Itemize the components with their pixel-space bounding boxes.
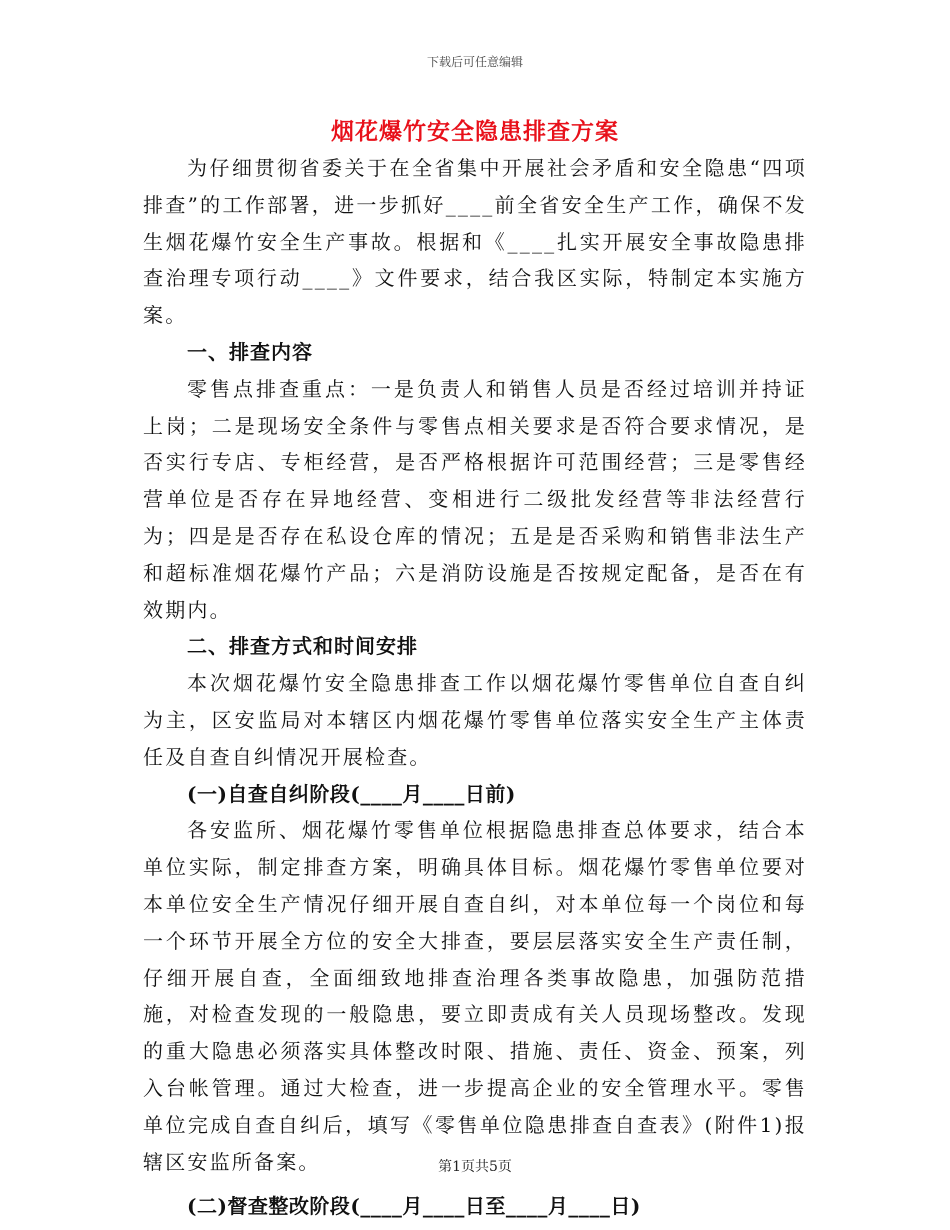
- section-2-paragraph: 本次烟花爆竹安全隐患排查工作以烟花爆竹零售单位自查自纠为主，区安监局对本辖区内烟花爆竹零售单位落实安全生产主体责任及自查自纠情况开展检查。: [143, 671, 807, 769]
- section-1-heading: 一、排查内容: [187, 339, 313, 364]
- header-note: 下载后可任意编辑: [426, 55, 523, 69]
- section-1-paragraph: 零售点排查重点：一是负责人和销售人员是否经过培训并持证上岗；二是现场安全条件与零售点相关要求是否符合要求情况，是否实行专店、专柜经营，是否严格根据许可范围经营；三是零售经营单位是否存在异地经营、变相进行二级批发经营等非法经营行为；四是是否存在私设仓库的情况；五是是否采购和销售非法生产和超标准烟花爆竹产品；六是消防设施是否按规定配备，是否在有效期内。: [143, 376, 807, 622]
- section-2-heading: 二、排查方式和时间安排: [187, 634, 418, 659]
- intro-paragraph: 为仔细贯彻省委关于在全省集中开展社会矛盾和安全隐患“四项排查”的工作部署，进一步抓好____前全省安全生产工作，确保不发生烟花爆竹安全生产事故。根据和《____扎实开展安全事故隐患排查治理专项行动____》文件要求，结合我区实际，特制定本实施方案。: [143, 156, 807, 328]
- document-body: [143, 150, 807, 1225]
- document-title: 烟花爆竹安全隐患排查方案: [331, 118, 619, 145]
- stage-2-heading: (二)督查整改阶段(____月____日至____月____日): [187, 1194, 641, 1219]
- stage-1-paragraph: 各安监所、烟花爆竹零售单位根据隐患排查总体要求，结合本单位实际，制定排查方案，明确具体目标。烟花爆竹零售单位要对本单位安全生产情况仔细开展自查自纠，对本单位每一个岗位和每一个环节开展全方位的安全大排查，要层层落实安全生产责任制，仔细开展自查，全面细致地排查治理各类事故隐患，加强防范措施，对检查发现的一般隐患，要立即责成有关人员现场整改。发现的重大隐患必须落实具体整改时限、措施、责任、资金、预案，列入台帐管理。通过大检查，进一步提高企业的安全管理水平。零售单位完成自查自纠后，填写《零售单位隐患排查自查表》(附件1)报辖区安监所备案。: [143, 818, 807, 1174]
- page-footer: 第1页共5页: [438, 1159, 512, 1175]
- stage-1-heading: (一)自查自纠阶段(____月____日前): [187, 781, 516, 806]
